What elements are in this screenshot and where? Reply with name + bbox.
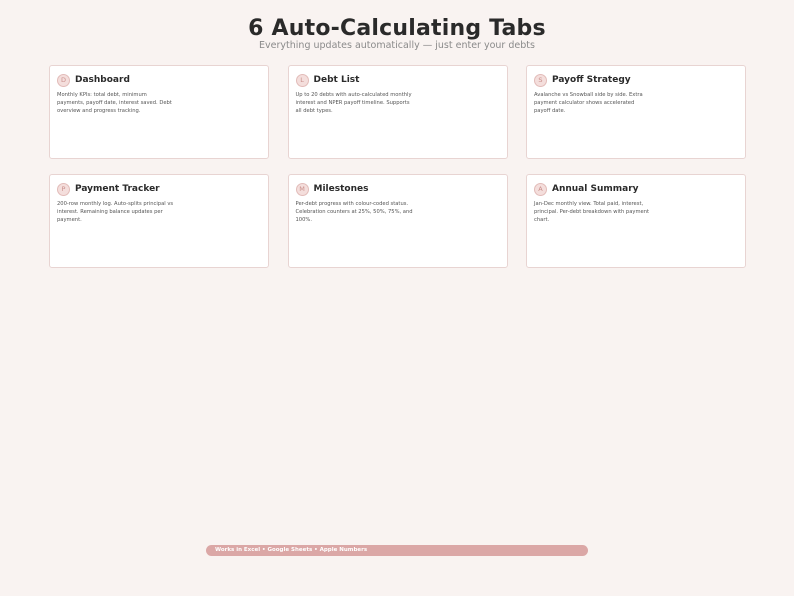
tab-card-annual-summary [526,174,746,268]
card-header [534,182,737,196]
card-title: Debt List [313,75,360,85]
dashboard-icon: D [57,74,70,87]
annual-summary-icon: A [534,183,547,196]
card-title: Annual Summary [552,184,639,194]
card-description: Monthly KPIs: total debt, minimum payments, payoff date, interest saved. Debt overview and progress tracking. [57,92,172,115]
tab-card-payment-tracker [49,174,269,268]
card-title: Dashboard [75,75,130,85]
card-description: Up to 20 debts with auto-calculated monthly interest and NPER payoff timeline. Supports all debt types. [295,92,412,115]
tab-card-milestones [288,174,508,268]
debt-list-icon: L [296,74,309,87]
milestones-icon: M [296,183,309,196]
card-title: Payment Tracker [75,184,160,194]
card-header [57,182,260,196]
payoff-strategy-icon: S [534,74,547,87]
card-description: Avalanche vs Snowball side by side. Extra payment calculator shows accelerated payoff date. [534,92,643,115]
page-title: 6 Auto-Calculating Tabs [248,16,546,41]
payment-tracker-icon: P [57,183,70,196]
tab-card-debt-list [288,65,508,159]
tabs-grid [49,65,746,268]
card-title: Payoff Strategy [552,75,631,85]
page-subtitle: Everything updates automatically — just enter your debts [259,40,535,51]
card-description: Jan-Dec monthly view. Total paid, interest, principal. Per-debt breakdown with payment chart. [534,201,650,224]
card-header [296,73,499,87]
card-title: Milestones [313,184,369,194]
card-header [534,73,737,87]
card-header [57,73,260,87]
card-description: Per-debt progress with colour-coded status. Celebration counters at 25%, 50%, 75%, and 100%. [295,201,413,224]
platform-compatibility-bar: Works in Excel • Google Sheets • Apple Numbers [206,545,588,556]
tab-card-payoff-strategy [526,65,746,159]
card-description: 200-row monthly log. Auto-splits principal vs interest. Remaining balance updates per payment. [57,201,174,224]
tab-card-dashboard [49,65,269,159]
card-header [296,182,499,196]
